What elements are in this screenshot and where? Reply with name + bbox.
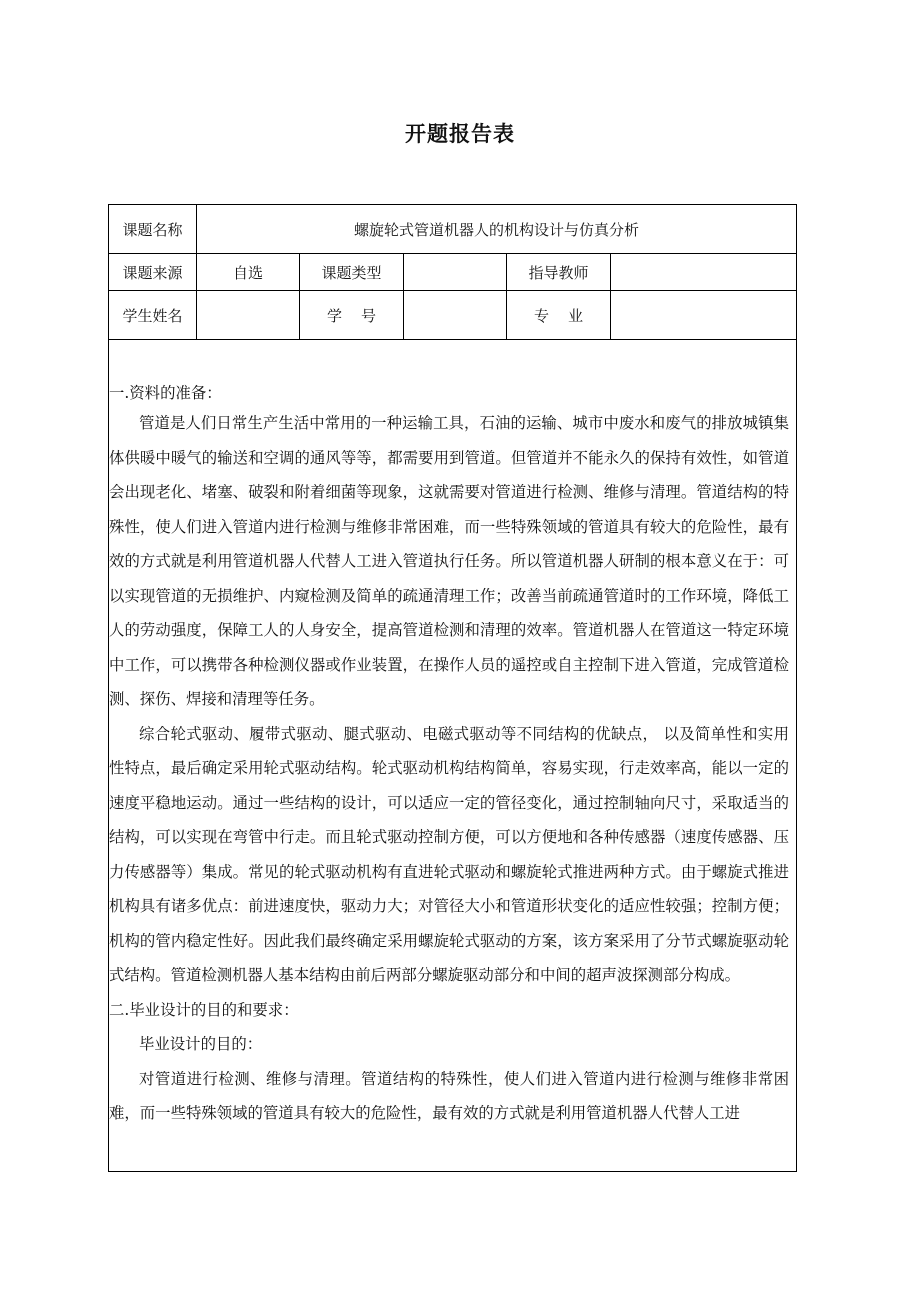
id-value bbox=[404, 291, 507, 340]
advisor-label: 指导教师 bbox=[507, 254, 611, 291]
content-body bbox=[109, 380, 789, 1131]
type-label: 课题类型 bbox=[300, 254, 404, 291]
proposal-form-table bbox=[108, 204, 797, 1172]
page-title: 开题报告表 bbox=[405, 122, 515, 146]
major-label: 专 业 bbox=[507, 291, 611, 340]
topic-row bbox=[109, 205, 797, 254]
section1-paragraph-2: 综合轮式驱动、履带式驱动、腿式驱动、电磁式驱动等不同结构的优缺点， 以及简单性和实用性特点，最后确定采用轮式驱动结构。轮式驱动机构结构简单，容易实现，行走效率高，能以一定的速度平稳地运动。通过一些结构的设计，可以适应一定的管径变化，通过控制轴向尺寸，采取适当的结构，可以实现在弯管中行走。而且轮式驱动控制方便，可以方便地和各种传感器（速度传感器、压力传感器等）集成。常见的轮式驱动机构有直进轮式驱动和螺旋轮式推进两种方式。由于螺旋式推进机构具有诸多优点：前进速度快，驱动力大；对管径大小和管道形状变化的适应性较强；控制方便；机构的管内稳定性好。因此我们最终确定采用螺旋轮式驱动的方案，该方案采用了分节式螺旋驱动轮式结构。管道检测机器人基本结构由前后两部分螺旋驱动部分和中间的超声波探测部分构成。 bbox=[109, 724, 789, 985]
student-label: 学生姓名 bbox=[109, 291, 197, 340]
topic-label: 课题名称 bbox=[109, 205, 197, 254]
major-value bbox=[611, 291, 797, 340]
section2-heading: 二.毕业设计的目的和要求： bbox=[109, 1000, 299, 1019]
topic-value: 螺旋轮式管道机器人的机构设计与仿真分析 bbox=[197, 205, 797, 254]
section1-heading: 一.资料的准备： bbox=[109, 384, 222, 403]
student-value bbox=[197, 291, 300, 340]
source-label: 课题来源 bbox=[109, 254, 197, 291]
section1-paragraph-1: 管道是人们日常生产生活中常用的一种运输工具，石油的运输、城市中废水和废气的排放城镇集体供暖中暖气的输送和空调的通风等等，都需要用到管道。但管道并不能永久的保持有效性，如管道会出现老化、堵塞、破裂和附着细菌等现象，这就需要对管道进行检测、维修与清理。管道结构的特殊性，使人们进入管道内进行检测与维修非常困难，而一些特殊领域的管道具有较大的危险性，最有效的方式就是利用管道机器人代替人工进入管道执行任务。所以管道机器人研制的根本意义在于：可以实现管道的无损维护、内窥检测及简单的疏通清理工作；改善当前疏通管道时的工作环境，降低工人的劳动强度，保障工人的人身安全，提高管道检测和清理的效率。管道机器人在管道这一特定环境中工作，可以携带各种检测仪器或作业装置，在操作人员的遥控或自主控制下进入管道，完成管道检测、探伤、焊接和清理等任务。 bbox=[109, 414, 789, 709]
source-value: 自选 bbox=[197, 254, 300, 291]
id-label: 学 号 bbox=[300, 291, 404, 340]
content-row bbox=[109, 340, 797, 1172]
content-cell bbox=[109, 340, 797, 1172]
student-row bbox=[109, 291, 797, 340]
section2-paragraph: 对管道进行检测、维修与清理。管道结构的特殊性，使人们进入管道内进行检测与维修非常困难，而一些特殊领域的管道具有较大的危险性，最有效的方式就是利用管道机器人代替人工进 bbox=[109, 1069, 789, 1123]
type-value bbox=[404, 254, 507, 291]
source-row bbox=[109, 254, 797, 291]
section2-subheading: 毕业设计的目的： bbox=[139, 1035, 263, 1054]
advisor-value bbox=[611, 254, 797, 291]
